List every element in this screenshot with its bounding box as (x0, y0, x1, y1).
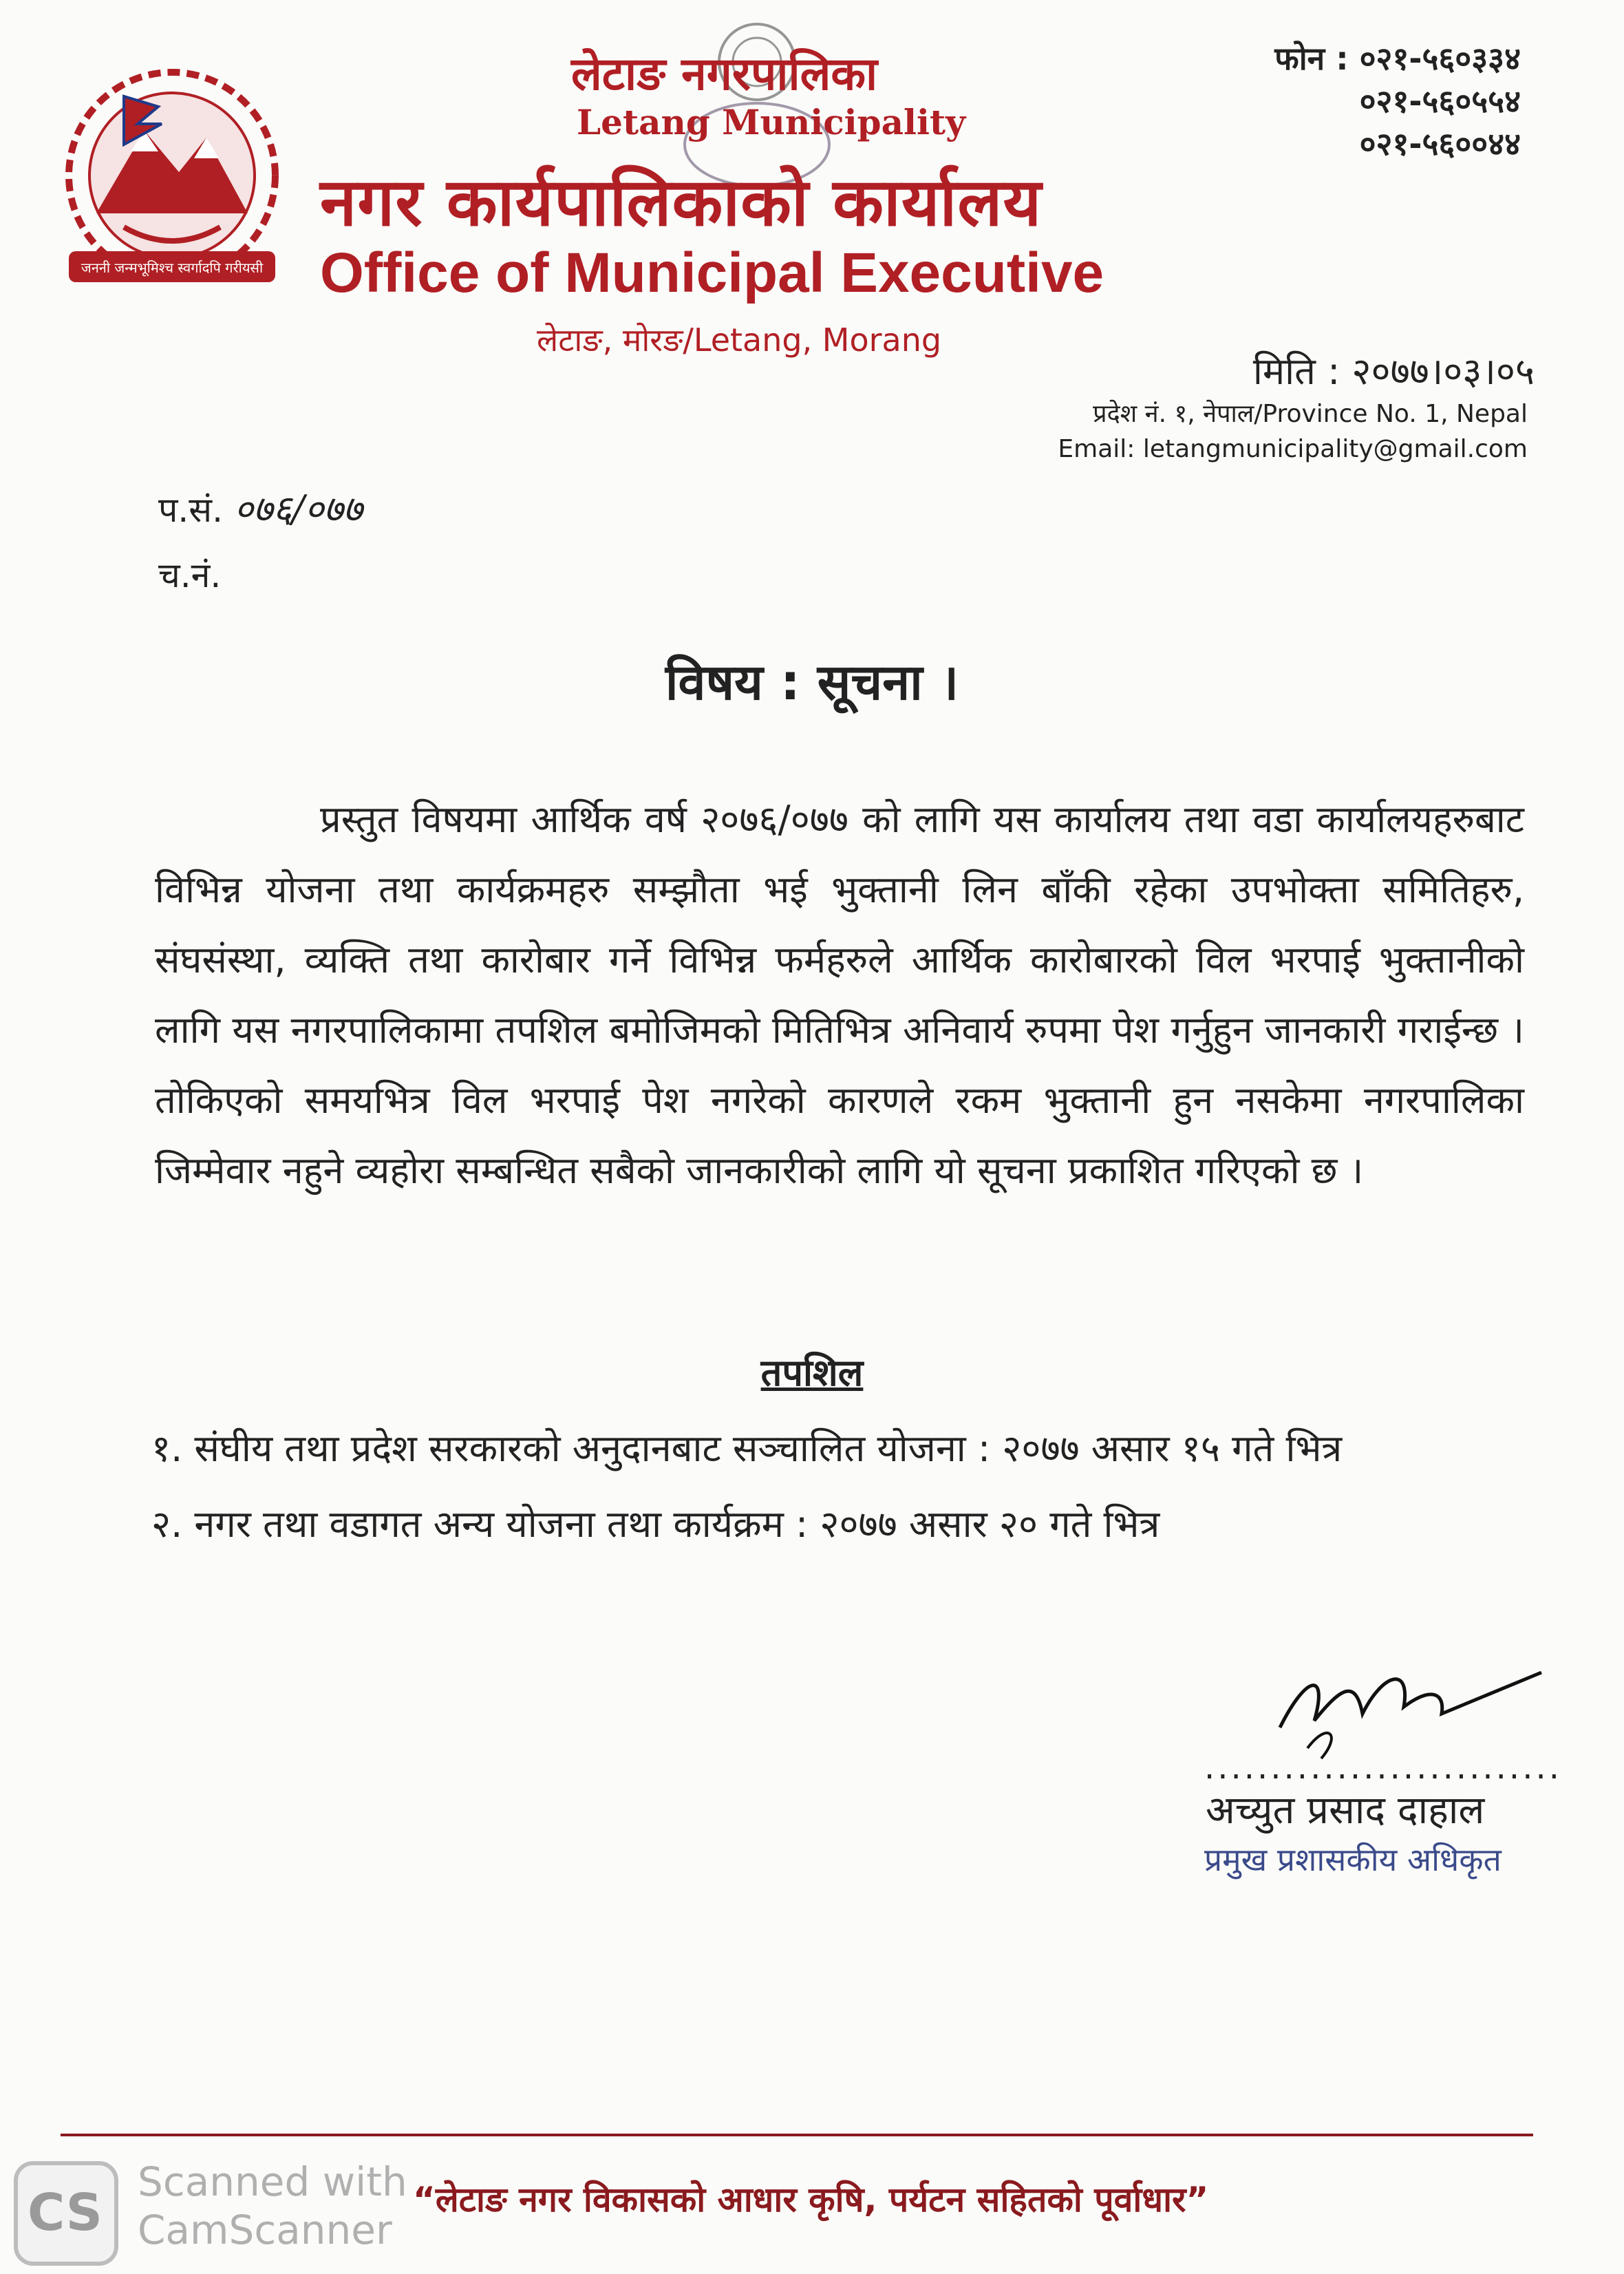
signature-block (1170, 1638, 1562, 1886)
dispatch-number: च.नं. (158, 555, 222, 595)
signatory-title-stamp: प्रमुख प्रशासकीय अधिकृत (1204, 1841, 1502, 1878)
email-line: Email: letangmunicipality@gmail.com (1058, 435, 1528, 463)
notice-body: प्रस्तुत विषयमा आर्थिक वर्ष २०७६/०७७ को लागि यस कार्यालय तथा वडा कार्यालयहरुबाट विभिन्न योजना तथा कार्यक्रमहरु सम्झौता भई भुक्तानी लिन बाँकी रहेका उपभोक्ता समितिहरु, संघसंस्था, व्यक्ति तथा कारोबार गर्ने विभिन्न फर्महरुले आर्थिक कारोबारको विल भरपाई भुक्तानीको लागि यस नगरपालिकामा तपशिल बमोजिमको मितिभित्र अनिवार्य रुपमा पेश गर्नुहुन जानकारी गराईन्छ । तोकिएको समयभित्र विल भरपाई पेश नगरेको कारणले रकम भुक्तानी हुन नसकेमा नगरपालिका जिम्मेवार नहुने व्यहोरा सम्बन्धित सबैको जानकारीको लागि यो सूचना प्रकाशित गरिएको छ । (155, 798, 1524, 1192)
details-heading: तपशिल (760, 1351, 864, 1394)
deadline-list (151, 1411, 1596, 1562)
watermark-line-2: CamScanner (138, 2207, 392, 2253)
logo-caption: जननी जन्मभूमिश्च स्वर्गादपि गरीयसी (81, 259, 264, 276)
office-name-english: Office of Municipal Executive (320, 242, 1104, 304)
footer-slogan: “लेटाङ नगर विकासको आधार कृषि, पर्यटन सहितको पूर्वाधार” (413, 2180, 1209, 2220)
camscanner-watermark (138, 2158, 407, 2254)
ps-value-handwritten: ०७६/०७७ (233, 487, 363, 531)
phone-line-2: ०२१-५६०५५४ (1359, 83, 1521, 120)
subject-heading: विषय : सूचना । (665, 653, 959, 711)
province-line: प्रदेश नं. १, नेपाल/Province No. 1, Nepal (1093, 400, 1528, 428)
municipality-logo (41, 55, 303, 303)
camscanner-logo-icon (14, 2161, 118, 2266)
office-address: लेटाङ, मोरङ/Letang, Morang (537, 321, 942, 359)
watermark-line-1: Scanned with (138, 2158, 407, 2205)
letter-date: मिति : २०७७।०३।०५ (1252, 350, 1535, 393)
ps-label: प.सं. (158, 490, 223, 530)
municipality-name-nepali: लेटाङ नगरपालिका (571, 47, 878, 100)
signatory-name: अच्युत प्रसाद दाहाल (1206, 1788, 1485, 1833)
phone-numbers (1274, 37, 1521, 165)
phone-line-1: फोन : ०२१-५६०३३४ (1274, 40, 1521, 77)
signature-line: ........................... (1204, 1748, 1562, 1787)
handwritten-signature (1266, 1645, 1555, 1762)
list-item: २. नगर तथा वडागत अन्य योजना तथा कार्यक्रम : २०७७ असार २० गते भित्र (151, 1502, 1160, 1546)
list-item: १. संघीय तथा प्रदेश सरकारको अनुदानबाट सञ्चालित योजना : २०७७ असार १५ गते भित्र (151, 1427, 1343, 1470)
reference-number (158, 482, 363, 533)
municipality-name-english: Letang Municipality (577, 102, 966, 142)
footer-divider (61, 2134, 1533, 2136)
camscanner-badge-text: CS (28, 2183, 103, 2242)
office-name-nepali: नगर कार्यपालिकाको कार्यालय (320, 164, 1043, 241)
phone-line-3: ०२१-५६००४४ (1359, 125, 1521, 162)
